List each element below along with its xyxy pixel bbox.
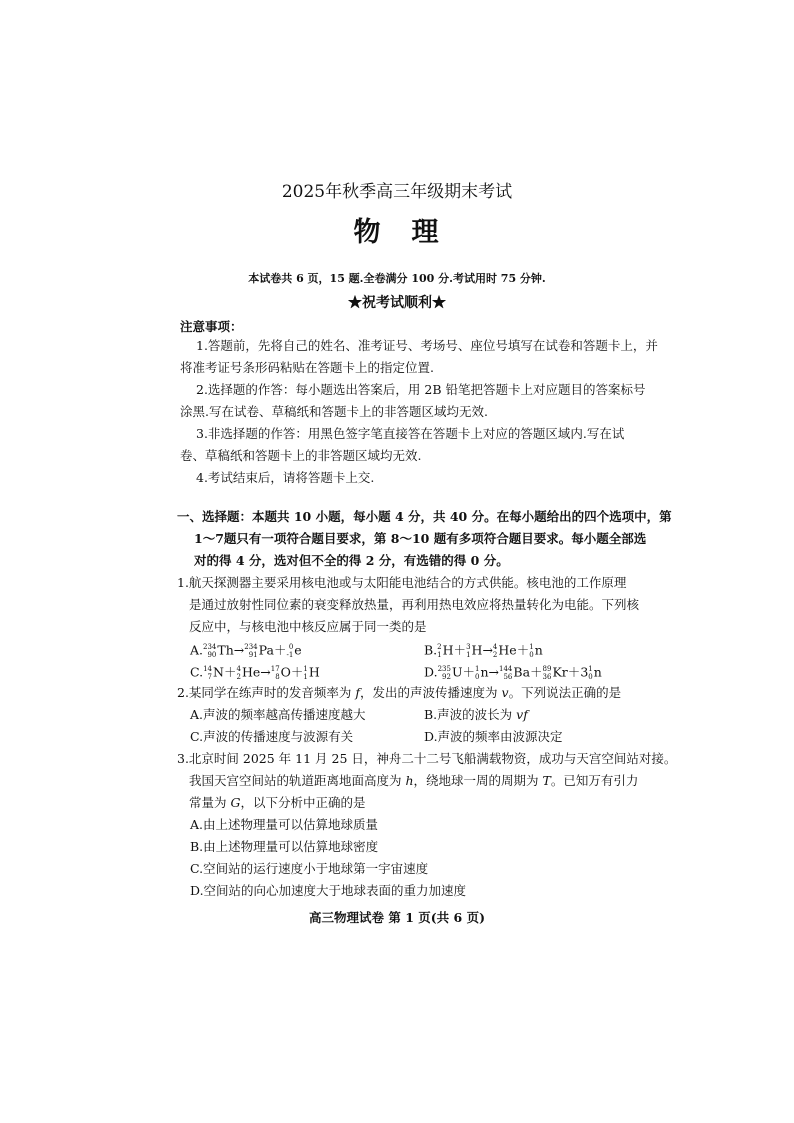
good-luck-banner: ★祝考试顺利★ [348,295,446,311]
q3-stem-line-3: 常量为 G，以下分析中正确的是 [189,795,366,810]
q3-stem-line-1: 3.北京时间 2025 年 11 月 25 日，神舟二十二号飞船满载物资，成功与天宫空间站对接。 [177,751,677,766]
note-1-line-2: 将准考证号条形码粘贴在答题卡上的指定位置. [180,360,434,375]
q1-stem-line-2: 是通过放射性同位素的衰变释放热量，再利用热电效应将热量转化为电能。下列核 [189,597,640,612]
notes-heading: 注意事项： [180,319,243,334]
section-1-line-1: 一、选择题：本题共 10 小题，每小题 4 分，共 40 分。在每小题给出的四个选项中，第 [177,509,672,524]
q1-stem-line-1: 1.航天探测器主要采用核电池或与太阳能电池结合的方式供能。核电池的工作原理 [177,575,627,590]
note-2-line-1: 2.选择题的作答：每小题选出答案后，用 2B 铅笔把答题卡上对应题目的答案标号 [196,382,646,397]
note-1-line-1: 1.答题前，先将自己的姓名、准考证号、考场号、座位号填写在试卷和答题卡上，并 [196,338,658,353]
note-3-line-2: 卷、草稿纸和答题卡上的非答题区域均无效. [180,448,422,463]
q3-option-a: A.由上述物理量可以估算地球质量 [190,817,379,832]
q2-option-c: C.声波的传播速度与波源有关 [190,729,354,744]
q1-option-b: B. 2 1 H＋ 3 1 H→ 4 2 He＋ 1 0 n [424,642,543,659]
exam-title: 2025年秋季高三年级期末考试 [281,182,513,202]
note-3-line-1: 3.非选择题的作答：用黑色签字笔直接答在答题卡上对应的答题区域内.写在试 [196,426,625,441]
q1-option-d: D. 235 92 U＋ 1 0 n→ 144 56 Ba＋ 89 36 Kr＋3 1 0 n [424,664,602,681]
subject-title: 物 理 [353,217,441,248]
q1-option-c: C. 14 7 N＋ 4 2 He→ 17 8 O＋ 1 1 H [190,664,320,681]
q1-option-a: A. 234 90 Th→ 234 91 Pa＋ 0 -1 e [190,642,302,659]
q3-option-d: D.空间站的向心加速度大于地球表面的重力加速度 [190,883,467,898]
exam-info: 本试卷共 6 页，15 题.全卷满分 100 分.考试用时 75 分钟. [248,272,546,285]
q3-option-c: C.空间站的运行速度小于地球第一宇宙速度 [190,861,429,876]
q3-option-b: B.由上述物理量可以估算地球密度 [190,839,379,854]
q2-option-b: B.声波的波长为 vf [424,707,528,722]
q3-stem-line-2: 我国天宫空间站的轨道距离地面高度为 h，绕地球一周的周期为 T。已知万有引力 [189,773,639,788]
q2-option-d: D.声波的频率由波源决定 [424,729,563,744]
q2-stem: 2.某同学在练声时的发音频率为 f，发出的声波传播速度为 v。下列说法正确的是 [177,685,622,700]
note-4: 4.考试结束后，请将答题卡上交. [196,470,375,485]
q1-stem-line-3: 反应中，与核电池中核反应属于同一类的是 [189,619,427,634]
section-1-line-3: 对的得 4 分，选对但不全的得 2 分，有选错的得 0 分。 [194,553,509,568]
section-1-line-2: 1～7题只有一项符合题目要求，第 8～10 题有多项符合题目要求。每小题全部选 [194,531,647,546]
note-2-line-2: 涂黑.写在试卷、草稿纸和答题卡上的非答题区域均无效. [180,404,488,419]
q2-option-a: A.声波的频率越高传播速度越大 [190,707,366,722]
page-footer: 高三物理试卷 第 1 页(共 6 页) [309,910,485,925]
